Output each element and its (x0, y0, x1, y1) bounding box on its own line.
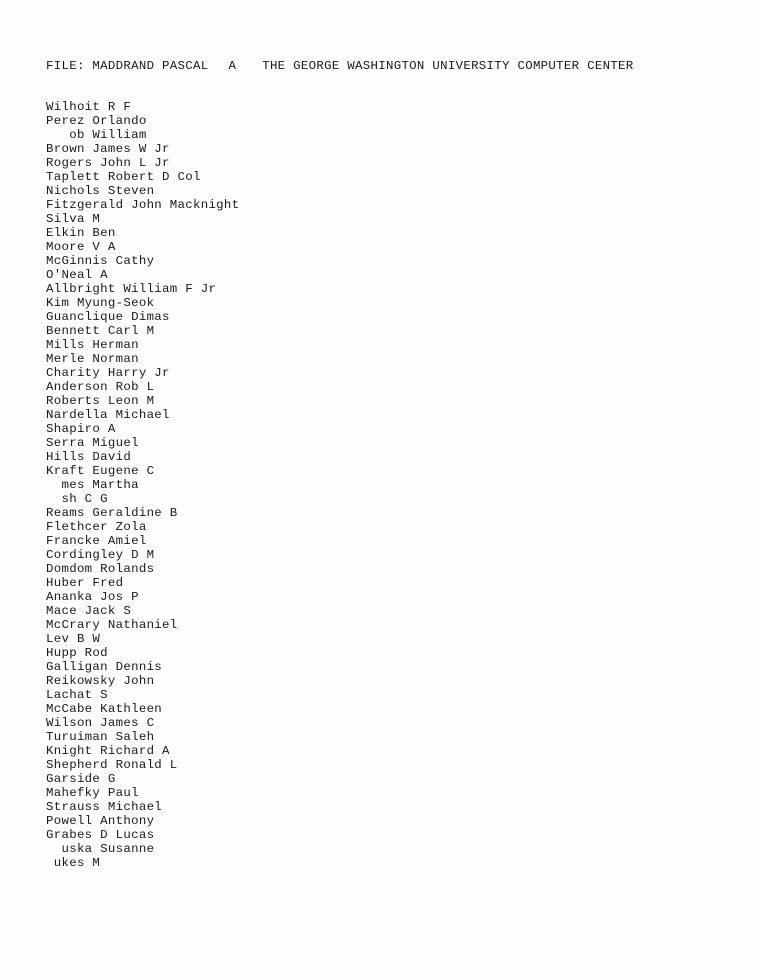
list-item: Guanclique Dimas (46, 310, 170, 324)
list-item: ob William (46, 128, 147, 142)
list-item: sh C G (46, 492, 108, 506)
list-item: Shapiro A (46, 422, 116, 436)
list-item: Cordingley D M (46, 548, 155, 562)
list-item: Reikowsky John (46, 674, 155, 688)
list-item: Serra Miguel (46, 436, 139, 450)
file-label: FILE: MADDRAND PASCAL (46, 59, 209, 73)
list-item: Grabes D Lucas (46, 828, 155, 842)
list-item: Mace Jack S (46, 604, 132, 618)
list-item: O'Neal A (46, 268, 108, 282)
list-item: Nardella Michael (46, 408, 170, 422)
list-item: Elkin Ben (46, 226, 116, 240)
list-item: Turuiman Saleh (46, 730, 155, 744)
list-item: Powell Anthony (46, 814, 155, 828)
list-item: Allbright William F Jr (46, 282, 217, 296)
list-item: Mills Herman (46, 338, 139, 352)
list-item: uska Susanne (46, 842, 155, 856)
list-item: Huber Fred (46, 576, 124, 590)
institution-name: THE GEORGE WASHINGTON UNIVERSITY COMPUTER CENTER (262, 59, 634, 73)
list-item: Francke Amiel (46, 534, 147, 548)
list-item: mes Martha (46, 478, 139, 492)
list-item: Domdom Rolands (46, 562, 155, 576)
list-item: ukes M (46, 856, 101, 870)
list-item: Moore V A (46, 240, 116, 254)
file-letter: A (228, 59, 237, 73)
list-item: Hills David (46, 450, 132, 464)
list-item: Kim Myung-Seok (46, 296, 155, 310)
list-item: McCrary Nathaniel (46, 618, 178, 632)
list-item: Roberts Leon M (46, 394, 155, 408)
list-item: Merle Norman (46, 352, 139, 366)
list-item: Lev B W (46, 632, 101, 646)
page-header (46, 58, 634, 74)
list-item: Shepherd Ronald L (46, 758, 178, 772)
list-item: Lachat S (46, 688, 108, 702)
list-item: Perez Orlando (46, 114, 147, 128)
list-item: Galligan Dennis (46, 660, 163, 674)
list-item: McGinnis Cathy (46, 254, 155, 268)
list-item: Silva M (46, 212, 101, 226)
list-item: Garside G (46, 772, 116, 786)
list-item: Kraft Eugene C (46, 464, 155, 478)
list-item: Mahefky Paul (46, 786, 139, 800)
list-item: Rogers John L Jr (46, 156, 170, 170)
list-item: Taplett Robert D Col (46, 170, 201, 184)
list-item: Strauss Michael (46, 800, 163, 814)
list-item: McCabe Kathleen (46, 702, 163, 716)
list-item: Ananka Jos P (46, 590, 139, 604)
list-item: Anderson Rob L (46, 380, 155, 394)
list-item: Brown James W Jr (46, 142, 170, 156)
list-item: Nichols Steven (46, 184, 155, 198)
list-item: Wilhoit R F (46, 100, 132, 114)
list-item: Bennett Carl M (46, 324, 155, 338)
list-item: Reams Geraldine B (46, 506, 178, 520)
list-item: Flethcer Zola (46, 520, 147, 534)
list-item: Charity Harry Jr (46, 366, 170, 380)
name-list (46, 100, 239, 870)
list-item: Fitzgerald John Macknight (46, 198, 240, 212)
list-item: Hupp Rod (46, 646, 108, 660)
list-item: Wilson James C (46, 716, 155, 730)
list-item: Knight Richard A (46, 744, 170, 758)
